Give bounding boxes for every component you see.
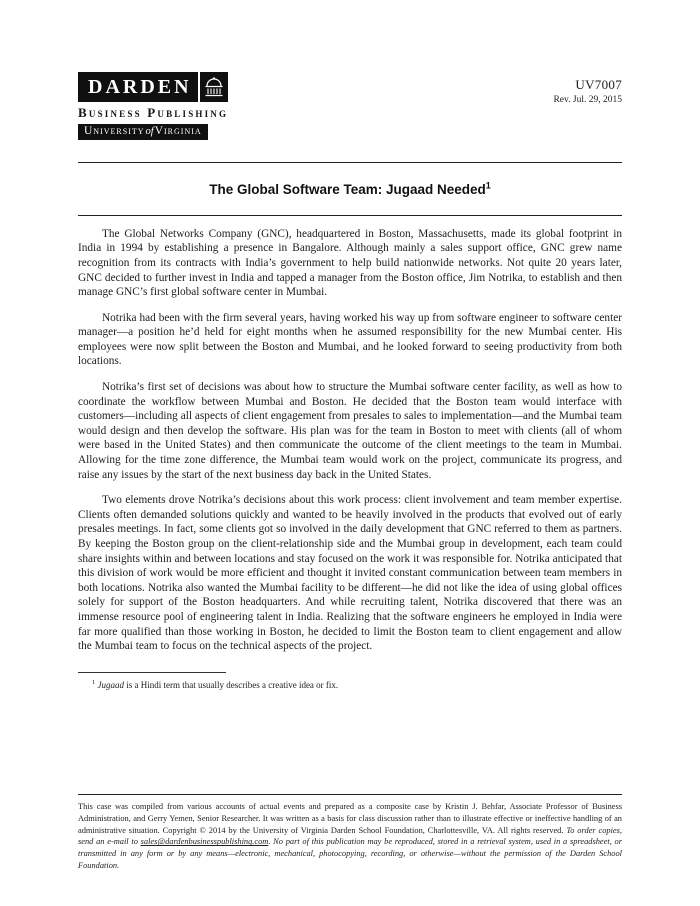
footnote <box>78 679 622 692</box>
footer-text-italic-post: . No part of this publication may be reproduced, stored in a retrieval system, used in a spreadsheet, or transmitted in any form or by any means—electronic, mechanical, photocopying, recording, or otherwise—without the permission of the Darden School Foundation. <box>78 837 622 870</box>
document-info <box>553 72 622 105</box>
publisher-logo <box>78 72 228 140</box>
footer-text-roman: This case was compiled from various accounts of actual events and prepared as a composite case by Kristin J. Behfar, Associate Professor of Business Administration, and Gerry Yemen, Senior Researcher. It was written as a basis for class discussion rather than to illustrate effective or ineffective handling of an administrative situation. Copyright © 2014 by the University of Virginia Darden School Foundation, Charlottesville, VA. All rights reserved. <box>78 802 622 835</box>
darden-logo-row <box>78 72 228 102</box>
body-paragraph: Notrika had been with the firm several years, having worked his way up from software engineer to software center manager—a position he’d held for eight months when he assumed responsibility for the new Mumbai center. His employees were now split between the Boston and Mumbai, and he looked forward to seeing productivity from both locations. <box>78 311 622 368</box>
footer-text-italic-pre: To order copies, send an e-mail to <box>78 825 622 847</box>
revision-date: Rev. Jul. 29, 2015 <box>553 95 622 105</box>
footnote-block <box>78 672 622 692</box>
copyright-footer <box>78 794 622 872</box>
darden-wordmark: DARDEN <box>78 72 198 102</box>
page-title <box>209 182 491 197</box>
virginia-word: Virginia <box>154 125 202 137</box>
university-word: University <box>84 125 145 137</box>
footnote-separator <box>78 672 226 673</box>
footnote-text: is a Hindi term that usually describes a creative idea or fix. <box>124 679 339 690</box>
title-block <box>78 162 622 216</box>
email-link[interactable]: sales@dardenbusinesspublishing.com <box>140 837 269 847</box>
page-title-text: The Global Software Team: Jugaad Needed <box>209 181 486 197</box>
title-footnote-ref: 1 <box>485 180 491 191</box>
body-paragraph: Two elements drove Notrika’s decisions about this work process: client involvement and team member expertise. Clients often demanded solutions quickly and wanted to be heavily involved in the products that evolved out of early presales meetings. In fact, some clients got so involved in the daily development that GNC referred to them as partners. By keeping the Boston group on the client-relationship side and the Mumbai group in development, each team could share insights within and between locations and stay focused on the work it was responsible for. Notrika anticipated that this division of work would be more efficient and thought it invited constant communication between team members in both locations. Notrika also wanted the Mumbai facility to be different—he did not like the idea of using global offices solely for support of the Boston headquarters. And while recruiting talent, Notrika discovered that there was an immense resource pool of engineering talent in India. Realizing that the software engineers he employed in India were far more qualified than those working in Boston, he decided to limit the Boston team to client engagement and allow the Mumbai team to focus on the technical aspects of the project. <box>78 494 622 653</box>
university-of-virginia-bar <box>78 124 208 140</box>
body-paragraph: The Global Networks Company (GNC), headquartered in Boston, Massachusetts, made its global footprint in India in 1994 by establishing a presence in Bangalore. Although mainly a sales support office, GNC grew name recognition from its contracts with India’s government to help build nationwide networks. Not quite 20 years later, GNC decided to further invest in India and tapped a manager from the Boston office, Jim Notrika, to establish and then manage GNC’s first global software center in Mumbai. <box>78 227 622 299</box>
of-word: of <box>145 126 154 137</box>
rotunda-icon <box>200 72 228 102</box>
footnote-term: Jugaad <box>97 679 124 690</box>
body-text <box>78 227 622 654</box>
doc-number: UV7007 <box>575 77 622 92</box>
business-publishing-label: Business Publishing <box>78 105 229 120</box>
page-header <box>78 72 622 140</box>
footnote-ref: 1 <box>92 678 96 686</box>
body-paragraph: Notrika’s first set of decisions was about how to structure the Mumbai software center facility, as well as how to coordinate the workflow between Mumbai and Boston. He decided that the Boston team would interface with customers—including all aspects of client engagement from presales to sales to implementation—and the Mumbai team would design and then develop the software. His plan was for the team in Boston to meet with clients (all of whom were based in the United States) and then communicate the outcome of the client meetings to the team in Mumbai. Allowing for the time zone difference, the Mumbai team would work on the project, communicate its progress, and raise any issues by the start of the next business day back in the United States. <box>78 381 622 481</box>
